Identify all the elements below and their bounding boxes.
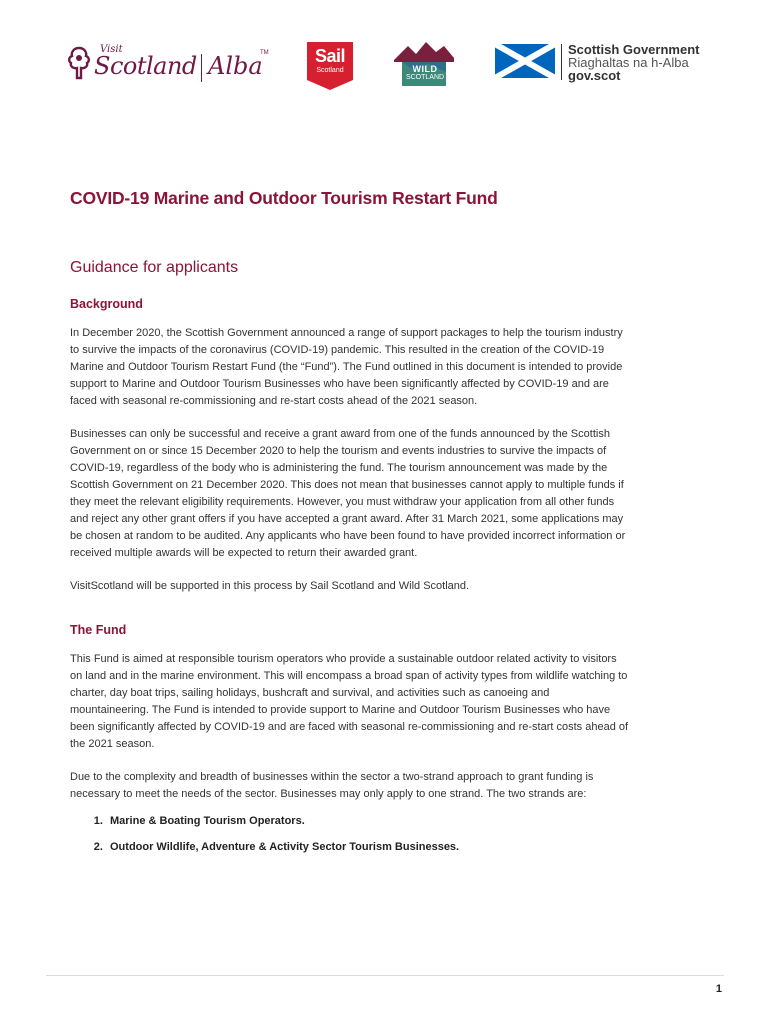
trademark-text: TM (260, 50, 269, 56)
wild-scotland-text: SCOTLAND (405, 74, 445, 81)
wild-text: WILD (412, 64, 438, 74)
list-item: 2. Outdoor Wildlife, Adventure & Activity Sector Tourism Businesses. (106, 841, 630, 853)
paragraph: This Fund is aimed at responsible tourism operators who provide a sustainable outdoor related activity to visitors on land and in the marine environment. This will encompass a broad span of activity types from wildlife watching to charter, day boat trips, sailing holidays, bushcraft and survival, and activities such as canoeing and mountaineering. The Fund is intended to provide support to Marine and Outdoor Tourism Businesses who have been significantly affected by COVID-19 and are faced with seasonal re-commissioning and re-start costs ahead of the 2021 season. (70, 653, 629, 750)
sail-text: Sail (314, 46, 346, 66)
visit-text: Visit (100, 44, 123, 55)
visitscotland-logo (66, 44, 276, 84)
sail-scotland-text: Scotland (316, 67, 344, 74)
thistle-icon (66, 46, 92, 80)
scotland-text: Scotland (94, 52, 197, 80)
sail-scotland-logo (305, 42, 355, 90)
document-body (70, 188, 630, 867)
saltire-flag-icon (495, 44, 555, 78)
paragraph: VisitScotland will be supported in this process by Sail Scotland and Wild Scotland. (70, 580, 470, 592)
paragraph: Due to the complexity and breadth of businesses within the sector a two-strand approach to grant funding is necessary to meet the needs of the sector. Businesses may only apply to one strand. The two strands are: (70, 771, 594, 800)
footer-divider (46, 975, 724, 976)
section-heading-background: Background (70, 297, 143, 311)
gov-scot-text: gov.scot (568, 68, 621, 83)
list-item: 1. Marine & Boating Tourism Operators. (106, 815, 630, 827)
logo-separator (201, 54, 202, 82)
document-subtitle: Guidance for applicants (70, 259, 239, 276)
wild-scotland-logo (394, 40, 454, 88)
alba-text: Alba (208, 52, 263, 80)
page-number: 1 (715, 983, 722, 995)
paragraph: In December 2020, the Scottish Government announced a range of support packages to help the tourism industry to survive the impacts of the coronavirus (COVID-19) pandemic. This resulted in the creation of the COVID-19 Marine and Outdoor Tourism Restart Fund (the “Fund”). The Fund outlined in this document is intended to provide support to Marine and Outdoor Tourism Businesses who have been significantly affected by COVID-19 and are faced with seasonal re-commissioning and re-start costs ahead of the 2021 season. (70, 327, 623, 407)
scottish-government-text: Scottish Government (568, 42, 700, 57)
logo-bar (66, 40, 706, 92)
strands-list (70, 815, 630, 853)
riaghaltas-text: Riaghaltas na h-Alba (568, 55, 689, 70)
gov-logo-divider (561, 44, 562, 80)
paragraph: Businesses can only be successful and receive a grant award from one of the funds announced by the Scottish Government on or since 15 December 2020 to help the tourism and events industries to survive the impacts of COVID-19, regardless of the body who is administering the fund. The tourism announcement was made by the Scottish Government on 21 December 2020. This does not mean that businesses cannot apply to multiple funds if they meet the relevant eligibility requirements. However, you must withdraw your application from all other funds and reject any other grant offers if you have accepted a grant award. After 31 March 2021, some applications may be chosen at random to be audited. Any applicants who have been found to have provided incorrect information or received multiple awards will be expected to return their awarded grant. (70, 428, 626, 559)
scottish-government-logo (495, 42, 706, 86)
section-heading-the-fund: The Fund (70, 623, 127, 637)
document-title: COVID-19 Marine and Outdoor Tourism Restart Fund (70, 188, 498, 208)
